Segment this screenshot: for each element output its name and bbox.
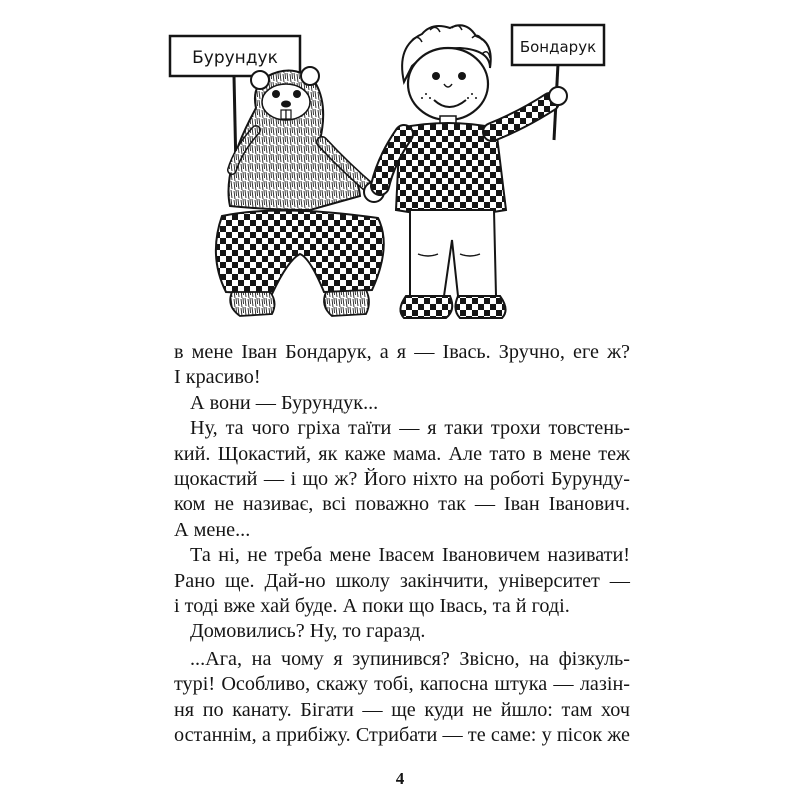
- chipmunk-and-boy-illustration: [160, 10, 640, 328]
- text-line: Та ні, не треба мене Івасем Івановичем називати!: [190, 544, 630, 567]
- text-line: ...Ага, на чому я зупинився? Звісно, на фізкуль-: [190, 648, 630, 670]
- text-line: ком не називає, всі поважно так — Іван Іванович.: [174, 493, 630, 516]
- page-number: 4: [395, 769, 405, 788]
- left-sign-label: Бурундук: [192, 48, 278, 68]
- text-line: Рано ще. Дай-но школу закінчити, університет —: [174, 569, 630, 592]
- text-line: останнім, а прибіжу. Стрибати — те саме: у пісок же: [174, 724, 630, 747]
- text-line: І красиво!: [174, 366, 261, 389]
- text-line: в мене Іван Бондарук, а я — Івась. Зручно, еге ж?: [174, 341, 630, 363]
- text-line: А мене...: [174, 518, 251, 541]
- text-line: Домовились? Ну, то гаразд.: [190, 620, 426, 643]
- chipmunk-figure: [216, 67, 384, 316]
- right-sign-label: Бондарук: [519, 38, 597, 56]
- text-line: кий. Щокастий, як каже мама. Але тато в мене теж: [174, 442, 630, 465]
- text-line: Ну, та чого гріха таїти — я таки трохи товстень-: [190, 417, 630, 440]
- text-line: щокастий — і що ж? Його ніхто на роботі Бурунду-: [174, 467, 630, 490]
- body-text-top: [174, 340, 630, 645]
- text-line: і тоді вже хай буде. А поки що Івась, та й годі.: [174, 594, 570, 617]
- boy-figure: [380, 25, 567, 318]
- text-line: А вони — Бурундук...: [190, 391, 379, 414]
- text-line: турі! Особливо, скажу тобі, капосна штука — лазін-: [174, 673, 630, 696]
- text-line: ня по канату. Бігати — ще куди не йшло: там хоч: [174, 698, 630, 721]
- body-text-bottom: [174, 647, 630, 749]
